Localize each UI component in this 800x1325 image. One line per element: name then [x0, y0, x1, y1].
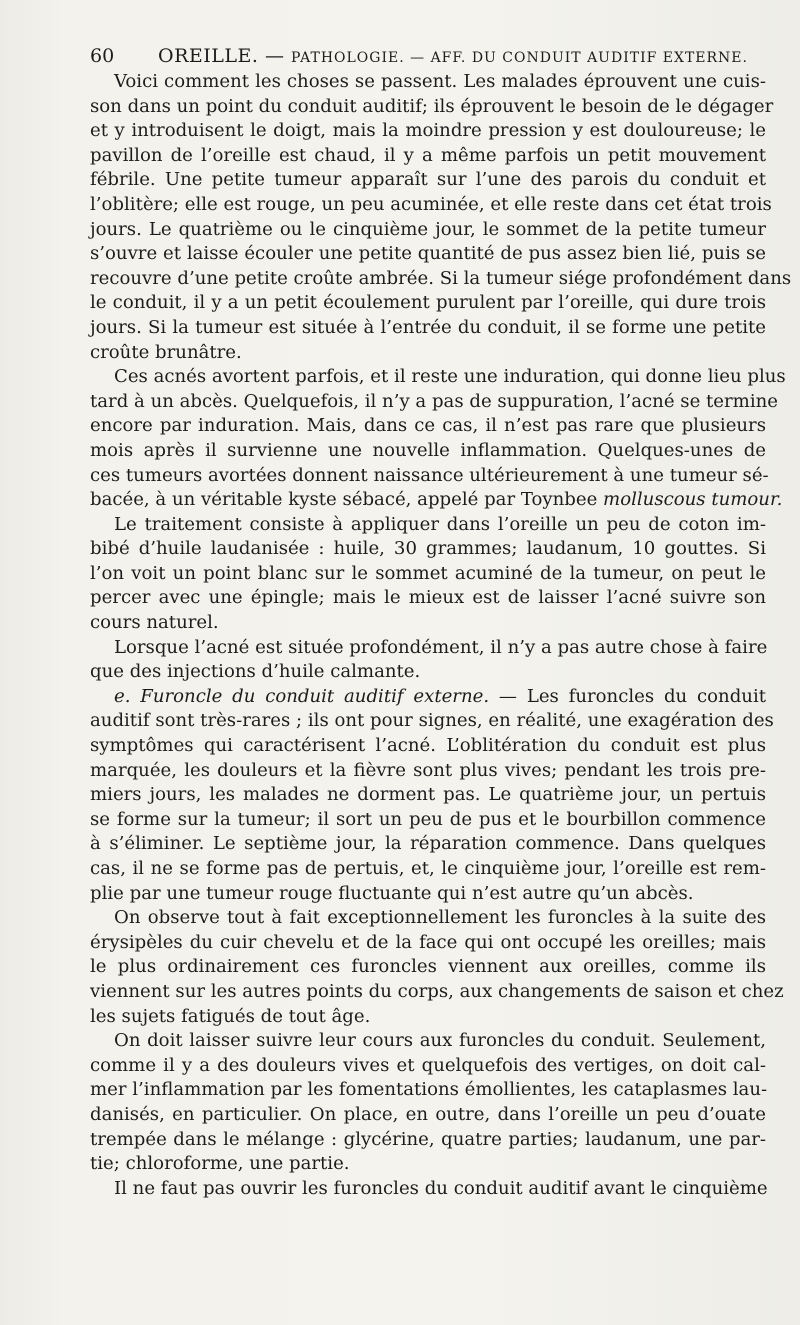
line-text: son dans un point du conduit auditif; ils éprouvent le besoin de le dégager — [90, 95, 774, 117]
line-text: le conduit, il y a un petit écoulement purulent par l’oreille, qui dure trois — [90, 292, 766, 314]
line-text: ces tumeurs avortées donnent naissance ultérieurement à une tumeur sé- — [90, 464, 769, 486]
line-text: jours. Le quatrième ou le cinquième jour, le sommet de la petite tumeur — [90, 218, 766, 240]
text-line — [90, 1152, 766, 1177]
line-text: pavillon de l’oreille est chaud, il y a même parfois un petit mouvement — [90, 144, 766, 166]
line-text: l’oblitère; elle est rouge, un peu acuminée, et elle reste dans cet état trois — [90, 193, 772, 215]
text-line — [90, 685, 766, 710]
page-number: 60 — [90, 45, 115, 67]
line-text: fébrile. Une petite tumeur apparaît sur l’une des parois du conduit et — [90, 169, 766, 191]
line-text: tard à un abcès. Quelquefois, il n’y a pas de suppuration, l’acné se termine — [90, 390, 778, 412]
line-text: symptômes qui caractérisent l’acné. L’oblitération du conduit est plus — [90, 735, 766, 757]
line-text: croûte brunâtre. — [90, 341, 242, 363]
line-text: tie; chloroforme, une partie. — [90, 1153, 350, 1175]
line-text: Ces acnés avortent parfois, et il reste une induration, qui donne lieu plus — [114, 366, 786, 388]
text-line — [90, 218, 766, 243]
text-line — [90, 242, 766, 267]
text-line — [90, 316, 766, 341]
line-text: cas, il ne se forme pas de pertuis, et, le cinquième jour, l’oreille est rem- — [90, 858, 766, 879]
text-line — [90, 759, 766, 784]
text-line — [90, 857, 766, 882]
text-line — [90, 267, 792, 292]
text-line — [90, 882, 766, 907]
text-line — [90, 95, 774, 120]
text-line — [90, 464, 769, 489]
body-text — [90, 70, 792, 1201]
text-line — [90, 439, 766, 464]
text-line — [90, 1029, 766, 1054]
line-text: les sujets fatigués de tout âge. — [90, 1005, 371, 1027]
paragraph — [90, 685, 774, 906]
line-text: bacée, à un véritable kyste sébacé, appelé par Toynbee — [90, 489, 604, 511]
text-line — [90, 1177, 766, 1202]
text-line — [90, 1078, 766, 1103]
line-text: Voici comment les choses se passent. Les malades éprouvent une cuis- — [114, 71, 766, 92]
line-text: auditif sont très-rares ; ils ont pour signes, en réalité, une exagération des — [90, 710, 774, 732]
line-text: plie par une tumeur rouge fluctuante qui n’est autre qu’un abcès. — [90, 882, 694, 904]
line-text: — Les furoncles du conduit — [489, 685, 766, 707]
text-line — [90, 390, 778, 415]
text-line — [90, 144, 766, 169]
running-title — [158, 42, 748, 72]
text-line — [90, 291, 766, 316]
text-line — [90, 980, 784, 1005]
line-text: que des injections d’huile calmante. — [90, 661, 421, 683]
line-text: Lorsque l’acné est située profondément, il n’y a pas autre chose à faire — [114, 636, 768, 658]
text-block — [90, 42, 792, 1201]
text-line — [90, 1103, 766, 1128]
line-text: encore par induration. Mais, dans ce cas, il n’est pas rare que plusieurs — [90, 415, 766, 437]
line-text: percer avec une épingle; mais le mieux est de laisser l’acné suivre son — [90, 587, 766, 609]
text-line — [90, 414, 766, 439]
text-line — [90, 734, 766, 759]
text-line — [90, 931, 766, 956]
text-line — [90, 1054, 766, 1079]
text-line — [90, 808, 766, 833]
text-line — [90, 636, 766, 661]
line-text: trempée dans le mélange : glycérine, quatre parties; laudanum, une par- — [90, 1128, 766, 1150]
text-line — [90, 70, 766, 95]
text-line — [90, 488, 783, 513]
line-text: marquée, les douleurs et la fièvre sont plus vives; pendant les trois pre- — [90, 759, 766, 781]
text-line — [90, 537, 766, 562]
text-line — [90, 562, 766, 587]
text-line — [90, 955, 766, 980]
text-line — [90, 611, 766, 636]
line-text: mois après il survienne une nouvelle inflammation. Quelques-unes de — [90, 439, 766, 461]
text-line — [90, 168, 766, 193]
line-text: comme il y a des douleurs vives et quelquefois des vertiges, on doit cal- — [90, 1054, 766, 1076]
paragraph — [90, 906, 784, 1029]
paragraph — [90, 70, 792, 365]
text-line — [90, 513, 766, 538]
paragraph — [90, 365, 786, 513]
line-text: On doit laisser suivre leur cours aux furoncles du conduit. Seulement, — [114, 1030, 766, 1052]
text-line — [90, 119, 766, 144]
line-text: jours. Si la tumeur est située à l’entrée du conduit, il se forme une petite — [90, 316, 766, 338]
text-line — [90, 1128, 766, 1153]
text-line — [90, 1005, 766, 1030]
text-line — [90, 660, 766, 685]
text-line — [90, 193, 772, 218]
text-line — [90, 832, 766, 857]
italic-term: molluscous tumour. — [603, 489, 783, 511]
line-text: s’ouvre et laisse écouler une petite quantité de pus assez bien lié, puis se — [90, 243, 766, 265]
running-title-section: PATHOLOGIE. — AFF. DU CONDUIT AUDITIF EXTERNE. — [291, 50, 748, 66]
running-title-main: OREILLE. — — [158, 45, 285, 67]
line-text: Il ne faut pas ouvrir les furoncles du conduit auditif avant le cinquième — [114, 1177, 768, 1199]
line-text: bibé d’huile laudanisée : huile, 30 grammes; laudanum, 10 gouttes. Si — [90, 538, 766, 560]
text-line — [90, 783, 766, 808]
line-text: On observe tout à fait exceptionnellement les furoncles à la suite des — [114, 907, 766, 929]
line-text: à s’éliminer. Le septième jour, la réparation commence. Dans quelques — [90, 833, 766, 855]
section-heading: e. Furoncle du conduit auditif externe. — [114, 685, 490, 707]
text-line — [90, 586, 766, 611]
paragraph — [90, 636, 766, 685]
text-line — [90, 906, 766, 931]
line-text: l’on voit un point blanc sur le sommet acuminé de la tumeur, on peut le — [90, 562, 766, 584]
text-line — [90, 341, 766, 366]
line-text: danisés, en particulier. On place, en outre, dans l’oreille un peu d’ouate — [90, 1103, 766, 1125]
line-text: le plus ordinairement ces furoncles viennent aux oreilles, comme ils — [90, 956, 766, 978]
line-text: Le traitement consiste à appliquer dans l’oreille un peu de coton im- — [114, 513, 766, 535]
running-header — [90, 42, 766, 70]
text-line — [90, 709, 774, 734]
line-text: et y introduisent le doigt, mais la moindre pression y est douloureuse; le — [90, 120, 766, 142]
paragraph — [90, 513, 766, 636]
text-line — [90, 365, 786, 390]
line-text: recouvre d’une petite croûte ambrée. Si la tumeur siége profondément dans — [90, 267, 792, 289]
paragraph — [90, 1177, 766, 1202]
line-text: viennent sur les autres points du corps, aux changements de saison et chez — [90, 980, 784, 1002]
line-text: mer l’inflammation par les fomentations émollientes, les cataplasmes lau- — [90, 1079, 768, 1101]
line-text: érysipèles du cuir chevelu et de la face qui ont occupé les oreilles; mais — [90, 931, 766, 953]
paragraph — [90, 1029, 766, 1177]
line-text: miers jours, les malades ne dorment pas. Le quatrième jour, un pertuis — [90, 784, 766, 806]
line-text: se forme sur la tumeur; il sort un peu de pus et le bourbillon commence — [90, 808, 766, 830]
line-text: cours naturel. — [90, 612, 219, 634]
